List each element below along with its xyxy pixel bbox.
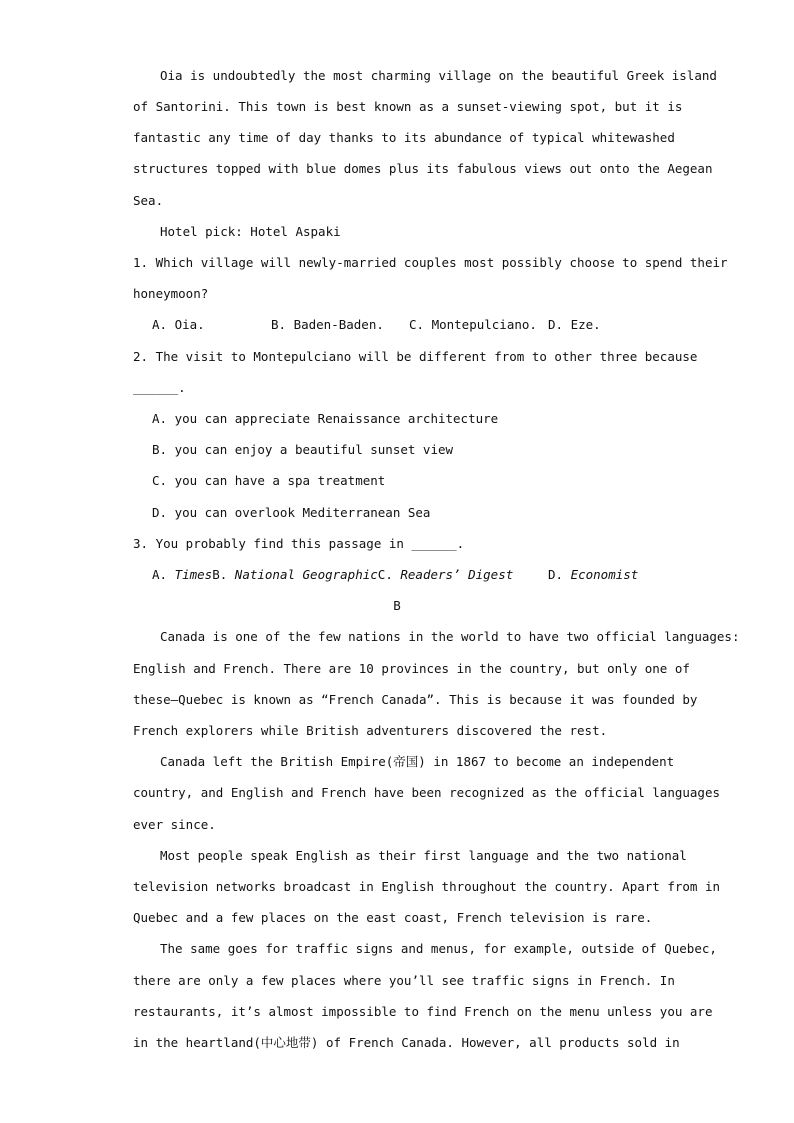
option-a: A. Oia. xyxy=(152,317,205,332)
question-2-option-d: D. you can overlook Mediterranean Sea xyxy=(152,505,431,520)
section-b-p3-line: television networks broadcast in English throughout the country. Apart from in xyxy=(133,879,720,894)
section-b-p2-line: Canada left the British Empire(帝国) in 1867 to become an independent xyxy=(160,754,675,769)
question-2-stem-cont: ______. xyxy=(133,380,186,395)
section-b-p4-line: restaurants, it’s almost impossible to find French on the menu unless you are xyxy=(133,1004,713,1019)
option-d-letter: D. xyxy=(548,567,571,582)
option-a-letter: A. xyxy=(152,567,175,582)
section-b-p2-line: ever since. xyxy=(133,817,216,832)
passage-a-line: fantastic any time of day thanks to its abundance of typical whitewashed xyxy=(133,130,675,145)
option-c: C. Montepulciano. xyxy=(409,317,537,332)
passage-a-line: structures topped with blue domes plus its fabulous views out onto the Aegean xyxy=(133,161,713,176)
option-d-title: Economist xyxy=(570,567,639,582)
passage-a-line: Sea. xyxy=(133,193,164,208)
section-b-p4-line: in the heartland(中心地带) of French Canada. However, all products sold in xyxy=(133,1035,680,1050)
hotel-pick: Hotel pick: Hotel Aspaki xyxy=(160,224,341,239)
question-1-stem-cont: honeymoon? xyxy=(133,286,209,301)
option-b-letter: B. xyxy=(212,567,235,582)
option-c-letter: C. xyxy=(377,567,401,582)
section-b-p4-line: there are only a few places where you’ll see traffic signs in French. In xyxy=(133,973,675,988)
option-c-title: Readers’ Digest xyxy=(400,567,514,582)
question-3-stem: 3. You probably find this passage in ______. xyxy=(133,536,465,551)
question-2-option-c: C. you can have a spa treatment xyxy=(152,473,386,488)
option-d-wrap xyxy=(548,559,638,590)
section-b-p1-line: English and French. There are 10 provinces in the country, but only one of xyxy=(133,661,690,676)
section-b-p1-line: Canada is one of the few nations in the world to have two official languages: xyxy=(160,629,740,644)
question-2-option-b: B. you can enjoy a beautiful sunset view xyxy=(152,442,454,457)
section-b-p4-line: The same goes for traffic signs and menus, for example, outside of Quebec, xyxy=(160,941,717,956)
option-b: B. Baden-Baden. xyxy=(271,317,384,332)
section-b-p1-line: French explorers while British adventurers discovered the rest. xyxy=(133,723,608,738)
question-2-stem: 2. The visit to Montepulciano will be different from to other three because xyxy=(133,349,698,364)
section-b-heading: B xyxy=(393,598,401,613)
question-2-option-a: A. you can appreciate Renaissance architecture xyxy=(152,411,499,426)
question-3-options xyxy=(152,559,661,590)
option-a-title: Times xyxy=(174,567,213,582)
passage-a-line: Oia is undoubtedly the most charming village on the beautiful Greek island xyxy=(160,68,717,83)
passage-a-line: of Santorini. This town is best known as a sunset-viewing spot, but it is xyxy=(133,99,683,114)
option-d: D. Eze. xyxy=(548,317,601,332)
section-b-p1-line: these—Quebec is known as “French Canada”. This is because it was founded by xyxy=(133,692,698,707)
section-b-p3-line: Quebec and a few places on the east coast, French television is rare. xyxy=(133,910,653,925)
question-1-stem: 1. Which village will newly-married couples most possibly choose to spend their xyxy=(133,255,728,270)
section-b-p2-line: country, and English and French have been recognized as the official languages xyxy=(133,785,720,800)
option-b-title: National Geographic xyxy=(234,567,378,582)
question-1-options xyxy=(152,309,661,340)
section-b-p3-line: Most people speak English as their first language and the two national xyxy=(160,848,687,863)
